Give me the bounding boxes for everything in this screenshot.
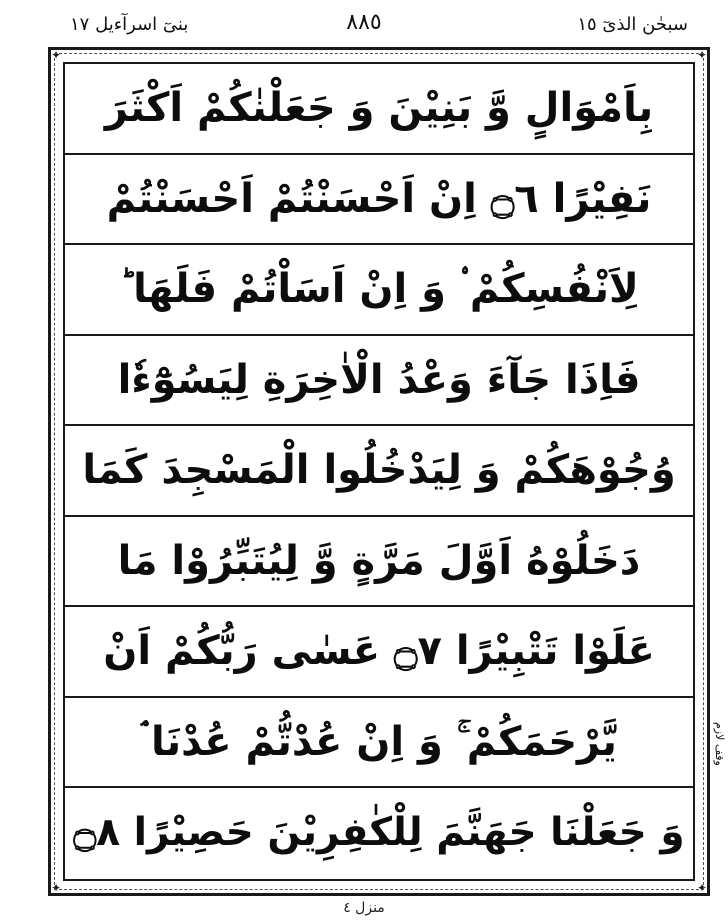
corner-ornament-icon: ✦ [50,48,62,62]
verse-line [65,517,693,608]
verse-line [65,245,693,336]
verse-line [65,155,693,246]
corner-ornament-icon: ✦ [50,881,62,895]
verse-line-text: فَاِذَا جَآءَ وَعْدُ الْاٰخِرَةِ لِیَسُوْٓءٗا [117,356,641,403]
margin-note: وقف لازم [713,722,726,766]
page-header [0,0,728,46]
verse-line-text: دَخَلُوْهُ اَوَّلَ مَرَّةٍ وَّ لِیُتَبِّرُوْا مَا [117,537,641,584]
surah-name: بنیٓ اسرآءیل ١٧ [70,14,189,35]
page-number: ٨٨٥ [346,10,382,35]
verse-line [65,698,693,789]
verse-line-text: وُجُوْهَكُمْ وَ لِیَدْخُلُوا الْمَسْجِدَ كَمَا [82,447,676,494]
verse-line [65,607,693,698]
verse-line [65,426,693,517]
verse-line-text: یَّرْحَمَكُمْ ۚ وَ اِنْ عُدْتُّمْ عُدْنَا ۘ [141,718,617,765]
text-area [63,62,695,881]
verse-line-text: نَفِیْرًا ۝٦ اِنْ اَحْسَنْتُمْ اَحْسَنْتُمْ [106,175,652,222]
verse-line-text: عَلَوْا تَتْبِیْرًا ۝٧ عَسٰی رَبُّكُمْ اَنْ [103,628,655,675]
verse-line-text: لِاَنْفُسِكُمْ ۟ وَ اِنْ اَسَاْتُمْ فَلَهَا ؕ [119,266,639,313]
verse-line [65,64,693,155]
corner-ornament-icon: ✦ [696,881,708,895]
corner-ornament-icon: ✦ [696,48,708,62]
manzil-marker: منزل ٤ [343,900,385,916]
verse-line [65,788,693,879]
page-border [48,47,710,896]
verse-line-text: وَ جَعَلْنَا جَهَنَّمَ لِلْكٰفِرِیْنَ حَصِیْرًا ۝٨ [73,810,685,856]
verse-line [65,336,693,427]
verse-line-text: بِاَمْوَالٍ وَّ بَنِیْنَ وَ جَعَلْنٰكُمْ اَكْثَرَ [104,85,654,132]
juz-name: سبحٰن الذیٓ ١٥ [577,14,688,35]
verse-lines [65,64,693,879]
